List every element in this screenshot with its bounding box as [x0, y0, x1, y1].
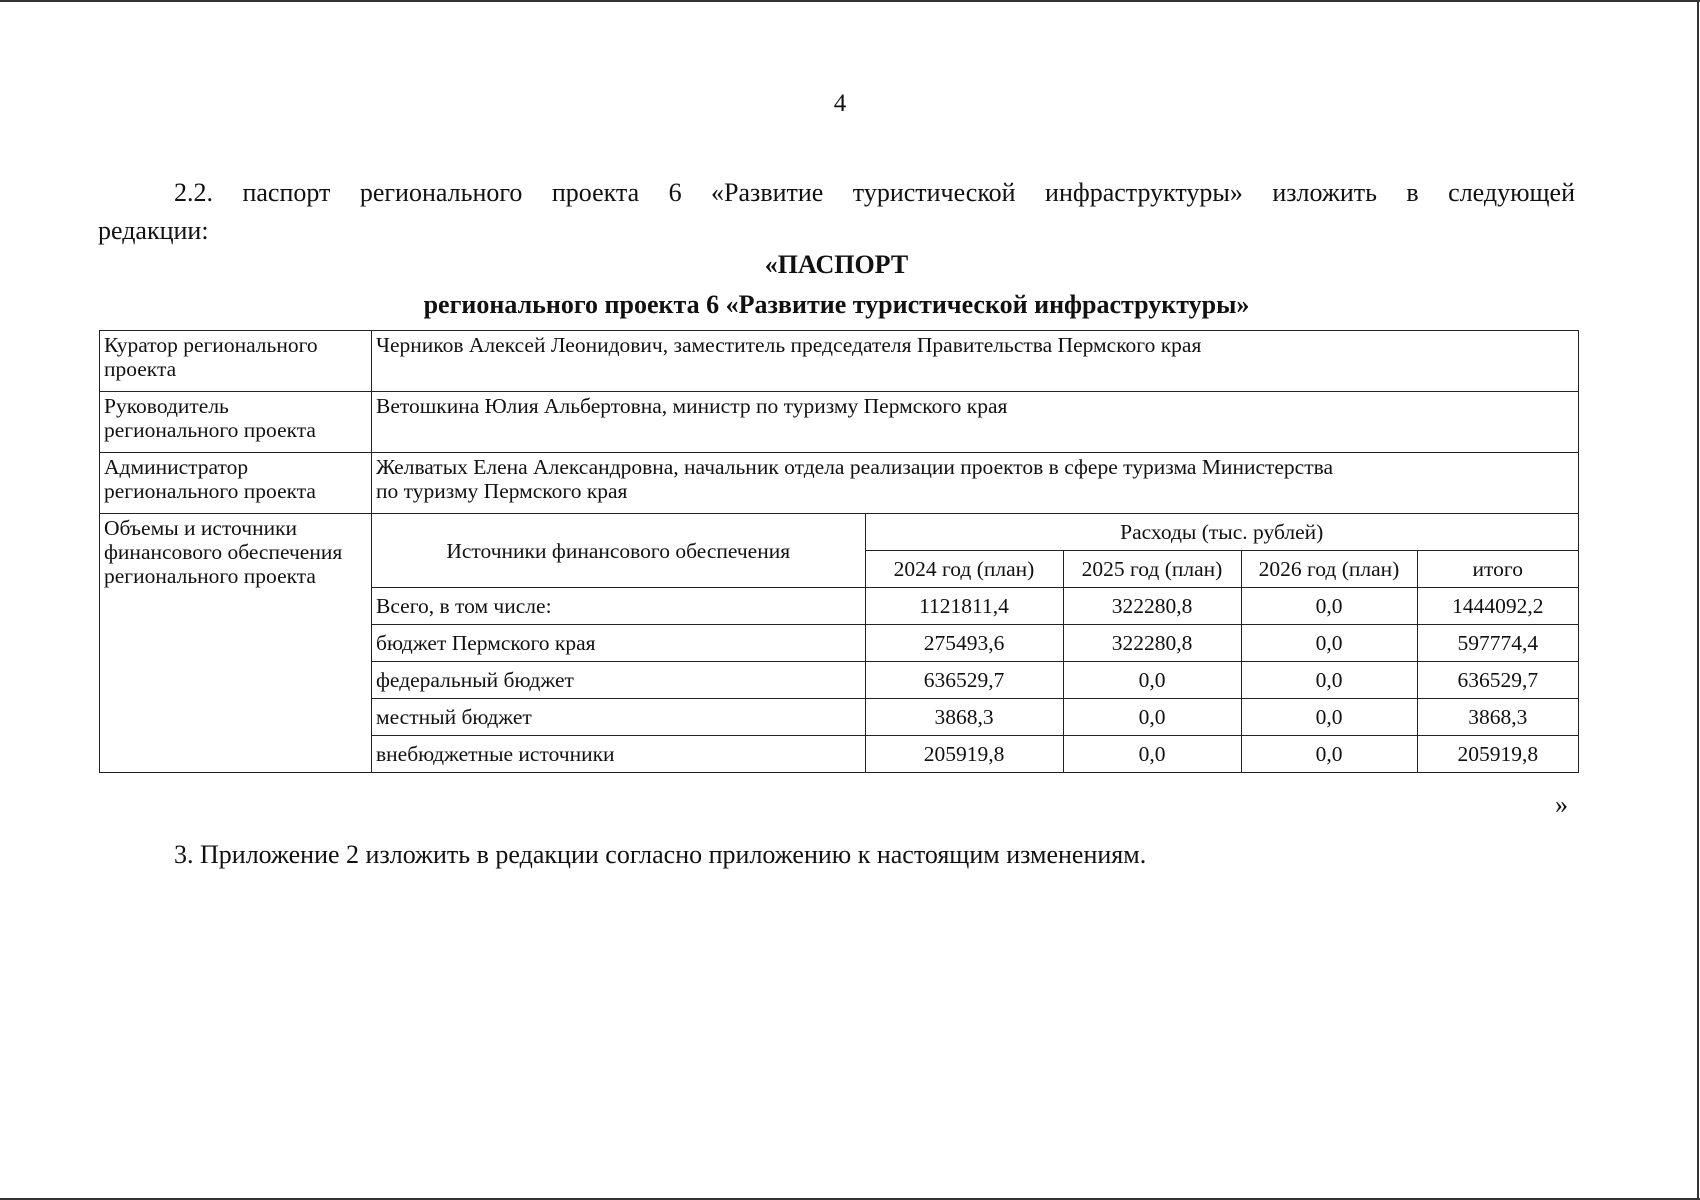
administrator-value-line-2: по туризму Пермского края	[376, 479, 628, 503]
value-cell: 0,0	[1241, 699, 1417, 736]
source-cell: местный бюджет	[372, 699, 865, 736]
value-cell: 275493,6	[865, 625, 1063, 662]
passport-title: «ПАСПОРТ	[764, 250, 909, 279]
value-cell: 322280,8	[1063, 625, 1241, 662]
source-cell: федеральный бюджет	[372, 662, 865, 699]
page-number: 4	[833, 90, 847, 117]
value-cell: 0,0	[1241, 736, 1417, 773]
administrator-value	[372, 453, 1579, 514]
value-cell: 0,0	[1241, 625, 1417, 662]
value-cell: 322280,8	[1063, 588, 1241, 625]
sources-header: Источники финансового обеспечения	[372, 514, 865, 588]
value-cell: 597774,4	[1417, 625, 1578, 662]
table-row	[372, 588, 1578, 625]
intro-line-2: редакции:	[98, 216, 209, 245]
curator-label: Куратор регионального проекта	[100, 331, 372, 392]
table-row	[372, 699, 1578, 736]
item-3-paragraph: 3. Приложение 2 изложить в редакции согласно приложению к настоящим изменениям.	[174, 840, 1147, 869]
scan-border-top	[0, 0, 1700, 2]
value-cell: 1121811,4	[865, 588, 1063, 625]
table-row	[372, 662, 1578, 699]
column-header: 2024 год (план)	[865, 551, 1063, 588]
head-label: Руководитель регионального проекта	[100, 392, 372, 453]
intro-line-1: 2.2. паспорт регионального проекта 6 «Развитие туристической инфраструктуры» изложить в следующей	[174, 178, 1575, 207]
head-row	[100, 392, 1579, 453]
value-cell: 205919,8	[1417, 736, 1578, 773]
intro-paragraph	[98, 174, 1575, 250]
value-cell: 1444092,2	[1417, 588, 1578, 625]
value-cell: 636529,7	[1417, 662, 1578, 699]
value-cell: 0,0	[1063, 736, 1241, 773]
table-row	[372, 625, 1578, 662]
financing-table	[372, 514, 1578, 772]
value-cell: 0,0	[1063, 662, 1241, 699]
table-row	[372, 736, 1578, 773]
financing-label: Объемы и источники финансового обеспечения регионального проекта	[100, 514, 372, 773]
administrator-value-line-1: Желватых Елена Александровна, начальник отдела реализации проектов в сфере туризма Министерства	[376, 455, 1334, 479]
source-cell: бюджет Пермского края	[372, 625, 865, 662]
column-header: итого	[1417, 551, 1578, 588]
administrator-row	[100, 453, 1579, 514]
passport-table	[99, 330, 1579, 773]
scan-border-right	[1697, 0, 1699, 1200]
value-cell: 3868,3	[865, 699, 1063, 736]
financing-cell	[372, 514, 1579, 773]
source-cell: внебюджетные источники	[372, 736, 865, 773]
financing-header-row	[372, 514, 1578, 551]
source-cell: Всего, в том числе:	[372, 588, 865, 625]
value-cell: 0,0	[1241, 588, 1417, 625]
closing-quote: »	[1555, 790, 1568, 819]
value-cell: 636529,7	[865, 662, 1063, 699]
financing-row	[100, 514, 1579, 773]
value-cell: 205919,8	[865, 736, 1063, 773]
value-cell: 0,0	[1241, 662, 1417, 699]
passport-subtitle: регионального проекта 6 «Развитие туристической инфраструктуры»	[423, 290, 1250, 319]
column-header: 2026 год (план)	[1241, 551, 1417, 588]
value-cell: 0,0	[1063, 699, 1241, 736]
curator-row	[100, 331, 1579, 392]
value-cell: 3868,3	[1417, 699, 1578, 736]
expenses-header: Расходы (тыс. рублей)	[865, 514, 1578, 551]
column-header: 2025 год (план)	[1063, 551, 1241, 588]
administrator-label: Администратор регионального проекта	[100, 453, 372, 514]
head-value: Ветошкина Юлия Альбертовна, министр по туризму Пермского края	[372, 392, 1579, 453]
curator-value: Черников Алексей Леонидович, заместитель председателя Правительства Пермского края	[372, 331, 1579, 392]
